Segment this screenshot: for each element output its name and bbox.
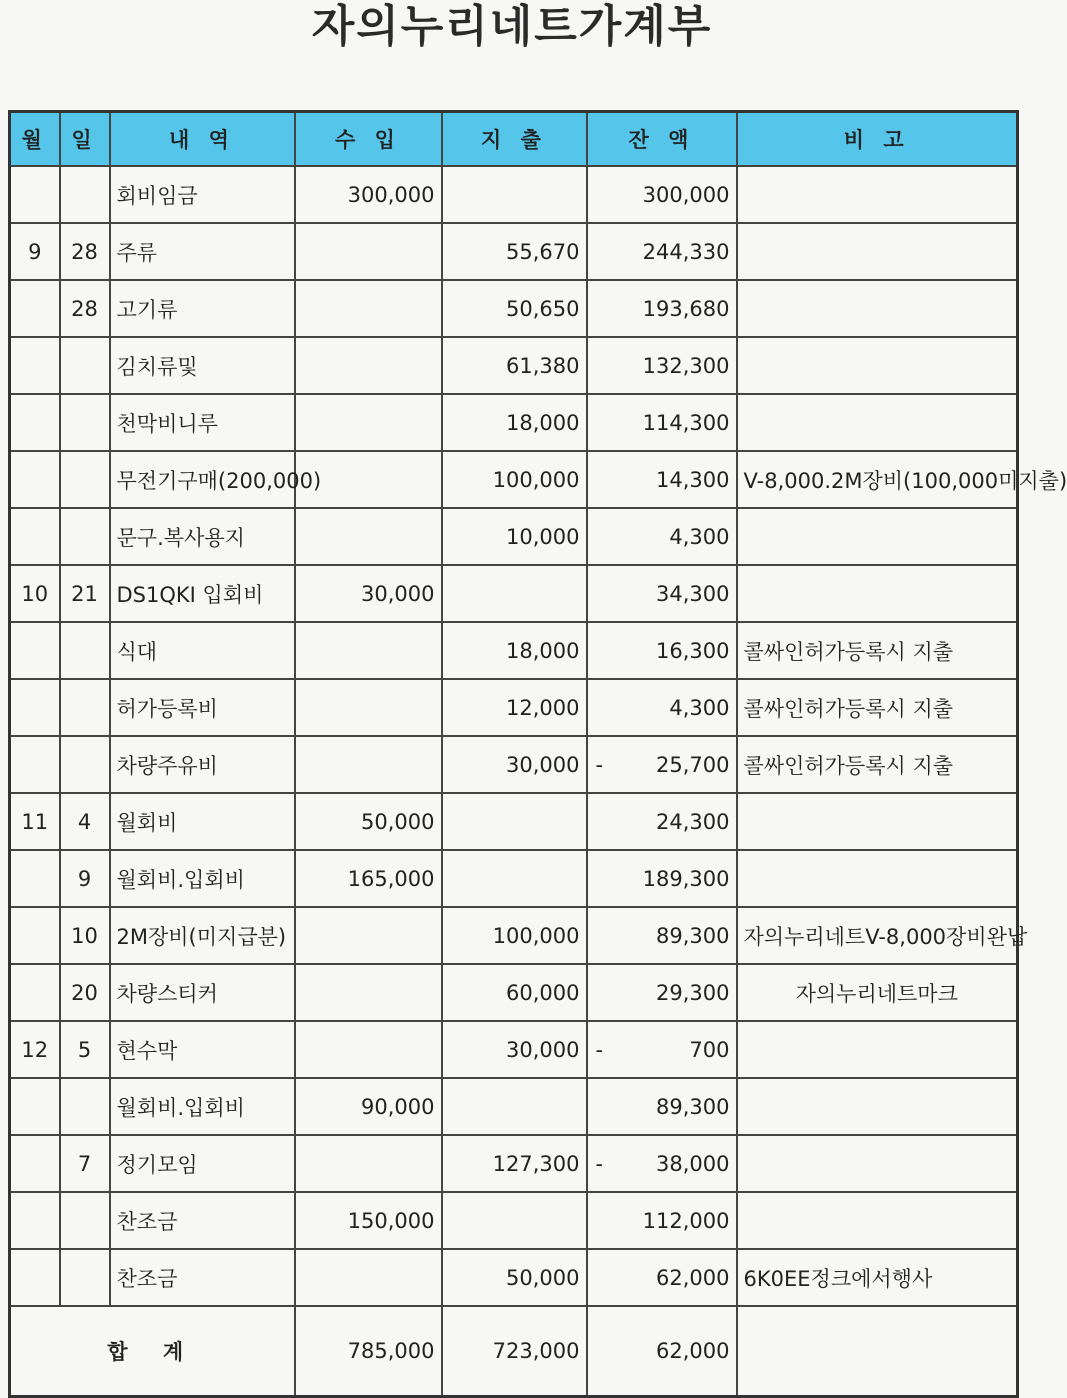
row-month: 11 — [10, 793, 60, 850]
negative-sign: - — [595, 752, 604, 777]
row-note: 6K0EE정크에서행사 — [737, 1249, 1018, 1306]
row-income — [295, 907, 442, 964]
row-balance — [587, 793, 737, 850]
negative-sign: - — [595, 1037, 604, 1062]
row-expense — [442, 565, 587, 622]
table-row — [10, 337, 1018, 394]
header-month: 월 — [10, 112, 60, 167]
row-day — [60, 736, 110, 793]
row-desc: 무전기구매(200,000) — [110, 451, 295, 508]
header-desc: 내 역 — [110, 112, 295, 167]
row-balance-value: 700 — [689, 1037, 730, 1062]
row-expense: 100,000 — [442, 907, 587, 964]
row-note: 자의누리네트V-8,000장비완납 — [737, 907, 1018, 964]
row-balance-value: 62,000 — [656, 1265, 730, 1290]
row-income — [295, 337, 442, 394]
row-day: 4 — [60, 793, 110, 850]
row-balance — [587, 1021, 737, 1078]
row-month: 10 — [10, 565, 60, 622]
row-day — [60, 508, 110, 565]
row-desc: 월회비.입회비 — [110, 850, 295, 907]
row-income — [295, 1249, 442, 1306]
row-balance-value: 89,300 — [656, 1094, 730, 1119]
row-expense — [442, 166, 587, 223]
row-day: 28 — [60, 223, 110, 280]
row-day: 7 — [60, 1135, 110, 1192]
row-expense: 18,000 — [442, 394, 587, 451]
header-row — [10, 112, 1018, 167]
row-balance — [587, 394, 737, 451]
row-day — [60, 1249, 110, 1306]
row-balance-value: 14,300 — [656, 467, 730, 492]
row-month — [10, 622, 60, 679]
row-income: 150,000 — [295, 1192, 442, 1249]
row-income: 50,000 — [295, 793, 442, 850]
row-balance — [587, 850, 737, 907]
row-day: 28 — [60, 280, 110, 337]
row-balance-value: 114,300 — [642, 410, 730, 435]
row-desc: 월회비.입회비 — [110, 1078, 295, 1135]
row-income: 30,000 — [295, 565, 442, 622]
row-day: 20 — [60, 964, 110, 1021]
table-row — [10, 850, 1018, 907]
row-month — [10, 394, 60, 451]
row-day: 9 — [60, 850, 110, 907]
table-row — [10, 394, 1018, 451]
row-balance-value: 89,300 — [656, 923, 730, 948]
negative-sign: - — [595, 1151, 604, 1176]
row-desc: 고기류 — [110, 280, 295, 337]
row-balance — [587, 451, 737, 508]
header-day: 일 — [60, 112, 110, 167]
row-balance-value: 4,300 — [669, 695, 730, 720]
row-month — [10, 280, 60, 337]
row-income — [295, 622, 442, 679]
row-income — [295, 964, 442, 1021]
row-income — [295, 1021, 442, 1078]
table-row — [10, 1135, 1018, 1192]
ledger-table — [8, 110, 1067, 1398]
row-desc: 허가등록비 — [110, 679, 295, 736]
row-month — [10, 337, 60, 394]
row-note — [737, 223, 1018, 280]
row-day — [60, 394, 110, 451]
table-row — [10, 451, 1018, 508]
row-balance-value: 29,300 — [656, 980, 730, 1005]
header-expense: 지 출 — [442, 112, 587, 167]
row-balance-value: 189,300 — [642, 866, 730, 891]
row-note: 콜싸인허가등록시 지출 — [737, 736, 1018, 793]
row-expense: 61,380 — [442, 337, 587, 394]
row-income — [295, 280, 442, 337]
total-label: 합 계 — [10, 1306, 295, 1397]
row-balance — [587, 280, 737, 337]
table-row — [10, 679, 1018, 736]
row-day: 10 — [60, 907, 110, 964]
row-balance — [587, 964, 737, 1021]
row-expense: 50,650 — [442, 280, 587, 337]
row-note — [737, 1192, 1018, 1249]
table-row — [10, 1021, 1018, 1078]
row-expense: 50,000 — [442, 1249, 587, 1306]
row-income — [295, 223, 442, 280]
row-note — [737, 565, 1018, 622]
row-balance — [587, 1078, 737, 1135]
row-expense: 10,000 — [442, 508, 587, 565]
row-desc: 문구.복사용지 — [110, 508, 295, 565]
row-day — [60, 1192, 110, 1249]
table-row — [10, 1078, 1018, 1135]
row-month — [10, 679, 60, 736]
row-note: 자의누리네트마크 — [737, 964, 1018, 1021]
row-desc: 찬조금 — [110, 1249, 295, 1306]
row-desc: 차량주유비 — [110, 736, 295, 793]
row-desc: DS1QKI 입회비 — [110, 565, 295, 622]
row-balance — [587, 622, 737, 679]
row-balance — [587, 1135, 737, 1192]
row-day — [60, 622, 110, 679]
row-desc: 천막비니루 — [110, 394, 295, 451]
row-month: 12 — [10, 1021, 60, 1078]
row-month — [10, 508, 60, 565]
row-expense: 60,000 — [442, 964, 587, 1021]
row-balance-value: 300,000 — [642, 182, 730, 207]
row-day — [60, 337, 110, 394]
row-expense: 55,670 — [442, 223, 587, 280]
row-balance-value: 193,680 — [642, 296, 730, 321]
row-desc: 주류 — [110, 223, 295, 280]
table-row — [10, 736, 1018, 793]
row-desc: 정기모임 — [110, 1135, 295, 1192]
row-note — [737, 1078, 1018, 1135]
row-note — [737, 394, 1018, 451]
table-row — [10, 907, 1018, 964]
row-month — [10, 1078, 60, 1135]
row-expense — [442, 793, 587, 850]
table-row — [10, 964, 1018, 1021]
table-row — [10, 622, 1018, 679]
row-note — [737, 337, 1018, 394]
total-income: 785,000 — [295, 1306, 442, 1397]
row-month — [10, 166, 60, 223]
row-day — [60, 451, 110, 508]
row-balance — [587, 166, 737, 223]
row-expense — [442, 1192, 587, 1249]
row-balance-value: 38,000 — [656, 1151, 730, 1176]
row-desc: 김치류및 — [110, 337, 295, 394]
row-balance-value: 112,000 — [642, 1208, 730, 1233]
row-day — [60, 166, 110, 223]
header-note: 비 고 — [737, 112, 1018, 167]
table-row — [10, 1249, 1018, 1306]
row-balance — [587, 907, 737, 964]
header-balance: 잔 액 — [587, 112, 737, 167]
table-row — [10, 1192, 1018, 1249]
row-income — [295, 1135, 442, 1192]
row-note — [737, 793, 1018, 850]
row-balance-value: 34,300 — [656, 581, 730, 606]
row-desc: 회비임금 — [110, 166, 295, 223]
row-month — [10, 964, 60, 1021]
header-income: 수 입 — [295, 112, 442, 167]
row-note: 콜싸인허가등록시 지출 — [737, 622, 1018, 679]
row-day: 21 — [60, 565, 110, 622]
row-balance-value: 25,700 — [656, 752, 730, 777]
row-month — [10, 736, 60, 793]
row-balance — [587, 508, 737, 565]
row-month — [10, 451, 60, 508]
table-row — [10, 565, 1018, 622]
row-day — [60, 679, 110, 736]
row-month — [10, 1249, 60, 1306]
row-desc: 2M장비(미지급분) — [110, 907, 295, 964]
row-income: 300,000 — [295, 166, 442, 223]
row-income — [295, 736, 442, 793]
row-desc: 차량스티커 — [110, 964, 295, 1021]
row-income: 90,000 — [295, 1078, 442, 1135]
page-title: 자의누리네트가계부 — [311, 1, 713, 52]
row-balance-value: 16,300 — [656, 638, 730, 663]
table-row — [10, 280, 1018, 337]
row-balance — [587, 1192, 737, 1249]
row-month — [10, 1192, 60, 1249]
row-expense — [442, 1078, 587, 1135]
row-balance — [587, 679, 737, 736]
row-balance — [587, 565, 737, 622]
row-month — [10, 907, 60, 964]
row-balance-value: 244,330 — [642, 239, 730, 264]
row-income — [295, 394, 442, 451]
row-expense: 18,000 — [442, 622, 587, 679]
row-desc: 식대 — [110, 622, 295, 679]
row-note — [737, 1135, 1018, 1192]
row-balance-value: 4,300 — [669, 524, 730, 549]
row-income — [295, 679, 442, 736]
row-expense: 12,000 — [442, 679, 587, 736]
row-note — [737, 850, 1018, 907]
row-desc: 월회비 — [110, 793, 295, 850]
row-balance-value: 132,300 — [642, 353, 730, 378]
total-balance: 62,000 — [587, 1306, 737, 1397]
total-note — [737, 1306, 1018, 1397]
total-expense: 723,000 — [442, 1306, 587, 1397]
row-month — [10, 850, 60, 907]
row-balance — [587, 1249, 737, 1306]
row-income — [295, 508, 442, 565]
total-row — [10, 1306, 1018, 1397]
row-month: 9 — [10, 223, 60, 280]
row-expense — [442, 850, 587, 907]
row-note — [737, 280, 1018, 337]
row-note — [737, 1021, 1018, 1078]
table-row — [10, 793, 1018, 850]
row-note: V-8,000.2M장비(100,000미지출) — [737, 451, 1018, 508]
row-day — [60, 1078, 110, 1135]
row-balance — [587, 337, 737, 394]
table-row — [10, 223, 1018, 280]
row-expense: 30,000 — [442, 1021, 587, 1078]
row-note — [737, 166, 1018, 223]
row-note — [737, 508, 1018, 565]
row-month — [10, 1135, 60, 1192]
row-expense: 30,000 — [442, 736, 587, 793]
table-row — [10, 166, 1018, 223]
row-day: 5 — [60, 1021, 110, 1078]
row-expense: 100,000 — [442, 451, 587, 508]
row-balance — [587, 736, 737, 793]
row-balance-value: 24,300 — [656, 809, 730, 834]
row-balance — [587, 223, 737, 280]
row-expense: 127,300 — [442, 1135, 587, 1192]
row-note: 콜싸인허가등록시 지출 — [737, 679, 1018, 736]
row-income: 165,000 — [295, 850, 442, 907]
row-desc: 찬조금 — [110, 1192, 295, 1249]
row-desc: 현수막 — [110, 1021, 295, 1078]
table-row — [10, 508, 1018, 565]
